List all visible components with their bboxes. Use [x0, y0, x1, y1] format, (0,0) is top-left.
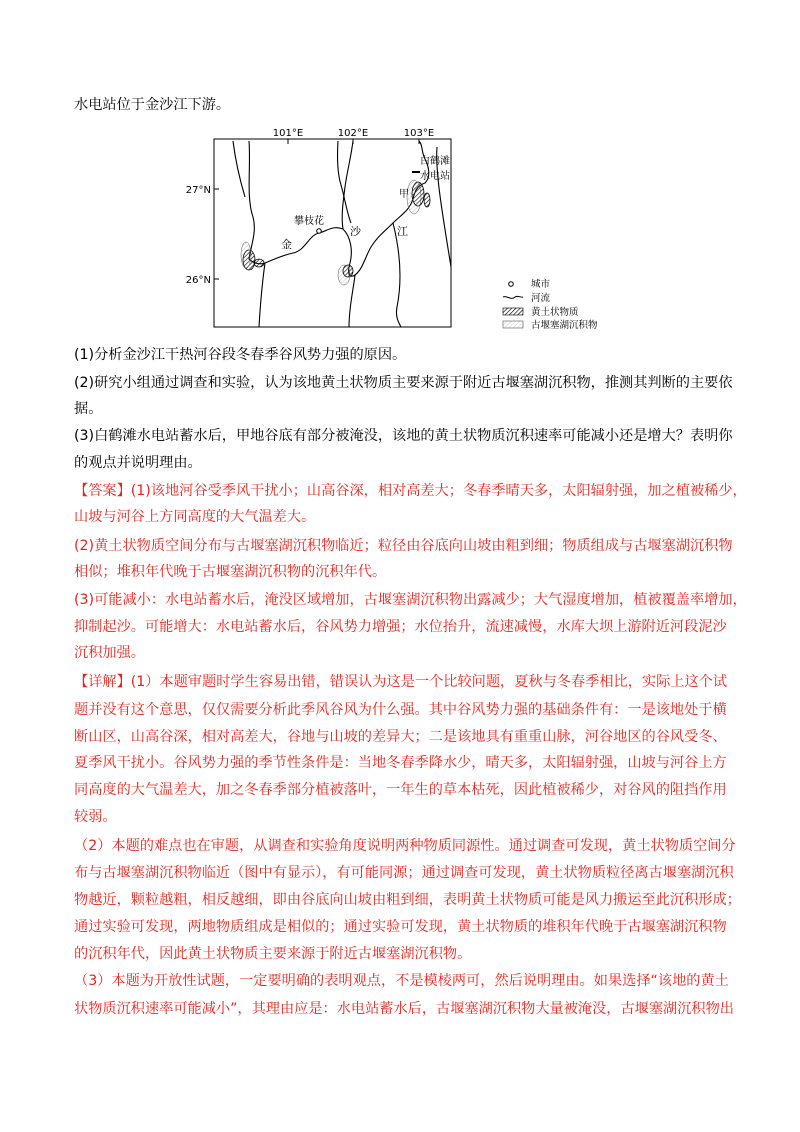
detail-line-1: 【详解】(1）本题审题时学生容易出错，错误认为这是一个比较问题，夏秋与冬春季相比，实际上这个试 [74, 674, 728, 690]
question-2-line-1: (2)研究小组通过调查和实验，认为该地黄土状物质主要来源于附近古堰塞湖沉积物，推测其判断的主要依 [74, 375, 733, 391]
legend-city-label: 城市 [531, 279, 551, 290]
answer-line-1: 【答案】(1)该地河谷受季风干扰小；山高谷深，相对高差大；冬春季晴天多，太阳辐射强，加之植被稀少， [74, 483, 747, 499]
answer-line-5: (3)可能减小：水电站蓄水后，淹没区域增加，古堰塞湖沉积物出露减少；大气湿度增加，植被覆盖率增加， [74, 592, 747, 608]
dam-label-1: 白鹤滩 [420, 156, 450, 167]
question-2-line-2: 据。 [74, 401, 103, 417]
lake-sediments [241, 180, 421, 285]
detail-line-6: 较弱。 [74, 809, 117, 825]
legend-river-icon [503, 296, 523, 298]
detail-line-12: （3）本题为开放性试题，一定要明确的表明观点，不是模棱两可，然后说明理由。如果选择“该地的黄土 [74, 973, 729, 989]
question-3-line-2: 的观点并说明理由。 [74, 455, 202, 471]
detail-line-10: 通过实验可发现，两地物质组成是相似的；通过实验可发现，黄土状物质的堆积年代晚于古堰塞湖沉积物 [74, 919, 727, 935]
detail-line-11: 的沉积年代，因此黄土状物质主要来源于附近古堰塞湖沉积物。 [74, 946, 472, 962]
detail-line-4: 夏季风干扰小。谷风势力强的季节性条件是：当地冬春季降水少，晴天多，太阳辐射强，山坡与河谷上方 [74, 755, 727, 771]
legend-lake-icon [503, 321, 523, 328]
legend-city-icon [509, 282, 514, 287]
legend-river-label: 河流 [531, 293, 551, 304]
answer-line-3: (2)黄土状物质空间分布与古堰塞湖沉积物临近；粒径由谷底向山坡由粗到细；物质组成与古堰塞湖沉积物 [74, 538, 733, 554]
dam-label-2: 水电站 [420, 171, 450, 182]
river-char-jin: 金 [281, 238, 292, 251]
lat-label-27: 27°N [185, 185, 211, 196]
lat-label-26: 26°N [185, 275, 211, 286]
city-panzhihua-label: 攀枝花 [294, 216, 324, 227]
detail-line-8: 布与古堰塞湖沉积物临近（图中有显示），有可能同源；通过调查可发现，黄土状物质粒径离古堰塞湖沉积 [74, 865, 734, 881]
legend-lake-label: 古堰塞湖沉积物 [531, 320, 598, 331]
site-jia-label: 甲 [399, 189, 409, 200]
answer-line-4: 相似；堆积年代晚于古堰塞湖沉积物的沉积年代。 [74, 564, 387, 580]
detail-line-7: （2）本题的难点也在审题，从调查和实验角度说明两种物质同源性。通过调查可发现，黄土状物质空间分 [74, 838, 736, 854]
jinsha-river-map [185, 127, 613, 332]
river-char-sha: 沙 [350, 225, 361, 238]
detail-line-5: 同高度的大气温差大，加之冬春季部分植被落叶，一年生的草本枯死，因此植被稀少，对谷风的阻挡作用 [74, 782, 727, 798]
city-panzhihua-marker [317, 229, 322, 234]
answer-line-7: 沉积加强。 [74, 645, 145, 661]
legend-loess-label: 黄土状物质 [531, 307, 579, 318]
detail-line-2: 题并没有这个意思，仅仅需要分析此季风谷风为什么强。其中谷风势力强的基础条件有：一是该地处于横 [74, 702, 727, 718]
lon-label-103: 103°E [403, 128, 435, 139]
answer-line-2: 山坡与河谷上方同高度的大气温差大。 [74, 509, 316, 525]
map-legend [503, 278, 598, 331]
detail-line-9: 物越近，颗粒越粗，相反越细，即由谷底向山坡由粗到细，表明黄土状物质可能是风力搬运至此沉积形成； [74, 892, 741, 908]
lon-label-102: 102°E [337, 128, 369, 139]
intro-text: 水电站位于金沙江下游。 [74, 97, 231, 113]
detail-line-13: 状物质沉积速率可能减小”，其理由应是：水电站蓄水后，古堰塞湖沉积物大量被淹没，古堰塞湖沉积物出 [74, 1001, 734, 1017]
detail-line-3: 断山区，山高谷深，相对高差大，谷地与山坡的差异大；二是该地具有重重山脉，河谷地区的谷风受冬、 [74, 729, 727, 745]
river-char-jiang: 江 [397, 225, 408, 238]
legend-loess-icon [503, 308, 523, 315]
lon-label-101: 101°E [272, 128, 304, 139]
rivers [233, 141, 451, 327]
question-3-line-1: (3)白鹤滩水电站蓄水后，甲地谷底有部分被淹没，该地的黄土状物质沉积速率可能减小还是增大？表明你 [74, 428, 733, 444]
question-1: (1)分析金沙江干热河谷段冬春季谷风势力强的原因。 [74, 347, 407, 363]
answer-line-6: 抑制起沙。可能增大：水电站蓄水后，谷风势力增强；水位抬升，流速减慢，水库大坝上游附近河段泥沙 [74, 619, 727, 635]
